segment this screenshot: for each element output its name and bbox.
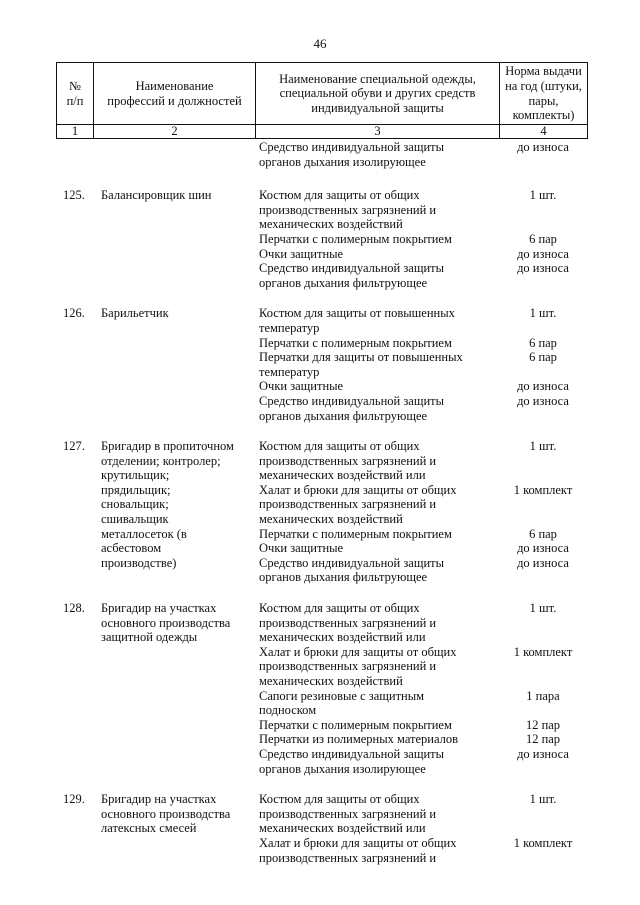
equipment-item (255, 556, 587, 585)
page-number: 46 (313, 36, 327, 51)
issue-norm: до износа (517, 140, 569, 154)
equipment-name: Перчатки с полимерным покрытием (259, 231, 452, 246)
column-number-2: 2 (94, 125, 256, 139)
equipment-item (255, 439, 587, 483)
equipment-name: Средство индивидуальной защиты органов дыхания фильтрующее (259, 261, 445, 290)
equipment-name: Средство индивидуальной защиты органов дыхания изолирующее (259, 746, 445, 776)
issue-norm: 1 шт. (529, 306, 557, 321)
profession-name: Бригадир на участках основного производства латексных смесей (101, 792, 231, 836)
equipment-item (255, 747, 587, 776)
issue-norm: до износа (517, 541, 569, 556)
issue-norm: 6 пар (529, 350, 557, 365)
equipment-name: Очки защитные (259, 246, 344, 261)
equipment-item (255, 792, 587, 836)
equipment-name: Перчатки с полимерным покрытием (259, 335, 452, 350)
equipment-item (255, 232, 587, 247)
issue-norm: 6 пар (529, 526, 557, 541)
column-number-1: 1 (57, 125, 94, 139)
equipment-item (255, 718, 587, 733)
equipment-name: Средство индивидуальной защиты органов дыхания изолирующее (259, 140, 445, 169)
issue-norm: 6 пар (529, 335, 557, 350)
issue-norm: до износа (517, 555, 569, 570)
issue-norm: до износа (517, 261, 569, 276)
issue-norm: до износа (517, 246, 569, 261)
column-number-4: 4 (500, 125, 588, 139)
issue-norm: 1 шт. (529, 601, 557, 616)
table-row (56, 601, 587, 776)
equipment-item (255, 601, 587, 645)
equipment-item (255, 689, 587, 718)
equipment-name: Сапоги резиновые с защитным подноском (259, 688, 425, 718)
table-row (56, 306, 587, 423)
table-row (56, 188, 587, 290)
equipment-item (255, 645, 587, 689)
issue-norm: до износа (517, 746, 569, 761)
equipment-name: Перчатки с полимерным покрытием (259, 526, 452, 541)
equipment-item (255, 836, 587, 865)
issue-norm: 1 шт. (529, 439, 557, 454)
row-number: 125. (63, 188, 85, 203)
issue-norm: 6 пар (529, 231, 557, 246)
issue-norm: 1 шт. (529, 188, 557, 203)
header-equipment: Наименование специальной одежды, специальной обуви и других средств индивидуальной защиты (256, 63, 500, 125)
issue-norm: 1 комплект (513, 835, 573, 850)
table-header (56, 62, 588, 139)
row-number: 126. (63, 306, 85, 321)
equipment-name: Очки защитные (259, 379, 344, 394)
row-number (56, 140, 93, 169)
issue-norm: 1 шт. (529, 792, 557, 807)
profession-name: Балансировщик шин (101, 188, 212, 203)
equipment-name: Халат и брюки для защиты от общих производственных загрязнений и механических воздействий (259, 482, 457, 527)
profession-name: Барильетчик (101, 306, 169, 321)
header-number: № п/п (57, 63, 94, 125)
equipment-name: Средство индивидуальной защиты органов дыхания фильтрующее (259, 555, 445, 585)
equipment-item (255, 379, 587, 394)
table-row (56, 140, 587, 169)
equipment-name: Перчатки из полимерных материалов (259, 732, 459, 747)
equipment-item (255, 261, 587, 290)
profession-name (93, 140, 255, 169)
equipment-item (255, 336, 587, 351)
equipment-item (255, 394, 587, 423)
equipment-item (255, 483, 587, 527)
equipment-name: Перчатки с полимерным покрытием (259, 717, 452, 732)
issue-norm: 12 пар (525, 732, 561, 747)
row-number: 128. (63, 601, 85, 616)
profession-name: Бригадир в пропиточном отделении; контролер; крутильщик; прядильщик; сновальщик; сшивальщик металлосеток (в асбестовом производстве) (101, 439, 234, 570)
equipment-item (255, 306, 587, 335)
equipment-name: Костюм для защиты от общих производственных загрязнений и механических воздействий или (259, 439, 437, 483)
equipment-name: Средство индивидуальной защиты органов дыхания фильтрующее (259, 393, 445, 423)
issue-norm: 1 комплект (513, 644, 573, 659)
row-number: 127. (63, 439, 85, 454)
issue-norm: до износа (517, 393, 569, 408)
issue-norm: 1 пара (526, 688, 560, 703)
equipment-name: Халат и брюки для защиты от общих производственных загрязнений и (259, 835, 457, 865)
equipment-name: Очки защитные (259, 541, 344, 556)
equipment-item (255, 541, 587, 556)
issue-norm: до износа (517, 379, 569, 394)
table-row (56, 792, 587, 865)
equipment-name: Костюм для защиты от общих производственных загрязнений и механических воздействий (259, 188, 437, 232)
table-body (56, 140, 587, 865)
equipment-item (255, 188, 587, 232)
issue-norm: 1 комплект (513, 482, 573, 497)
equipment-item (255, 350, 587, 379)
equipment-name: Халат и брюки для защиты от общих производственных загрязнений и механических воздействий (259, 644, 457, 688)
profession-name: Бригадир на участках основного производства защитной одежды (101, 601, 231, 645)
equipment-name: Перчатки для защиты от повышенных температур (259, 350, 463, 379)
equipment-item (255, 527, 587, 542)
equipment-name: Костюм для защиты от повышенных температур (259, 306, 455, 335)
equipment-name: Костюм для защиты от общих производственных загрязнений и механических воздействий или (259, 601, 437, 645)
header-profession: Наименование профессий и должностей (94, 63, 256, 125)
column-number-3: 3 (256, 125, 500, 139)
equipment-item (255, 140, 587, 169)
equipment-name: Костюм для защиты от общих производственных загрязнений и механических воздействий или (259, 792, 437, 836)
equipment-item (255, 732, 587, 747)
header-norm: Норма выдачи на год (штуки, пары, комплекты) (500, 63, 588, 125)
issue-norm: 12 пар (525, 717, 561, 732)
table-row (56, 439, 587, 585)
equipment-item (255, 247, 587, 262)
row-number: 129. (63, 792, 85, 807)
